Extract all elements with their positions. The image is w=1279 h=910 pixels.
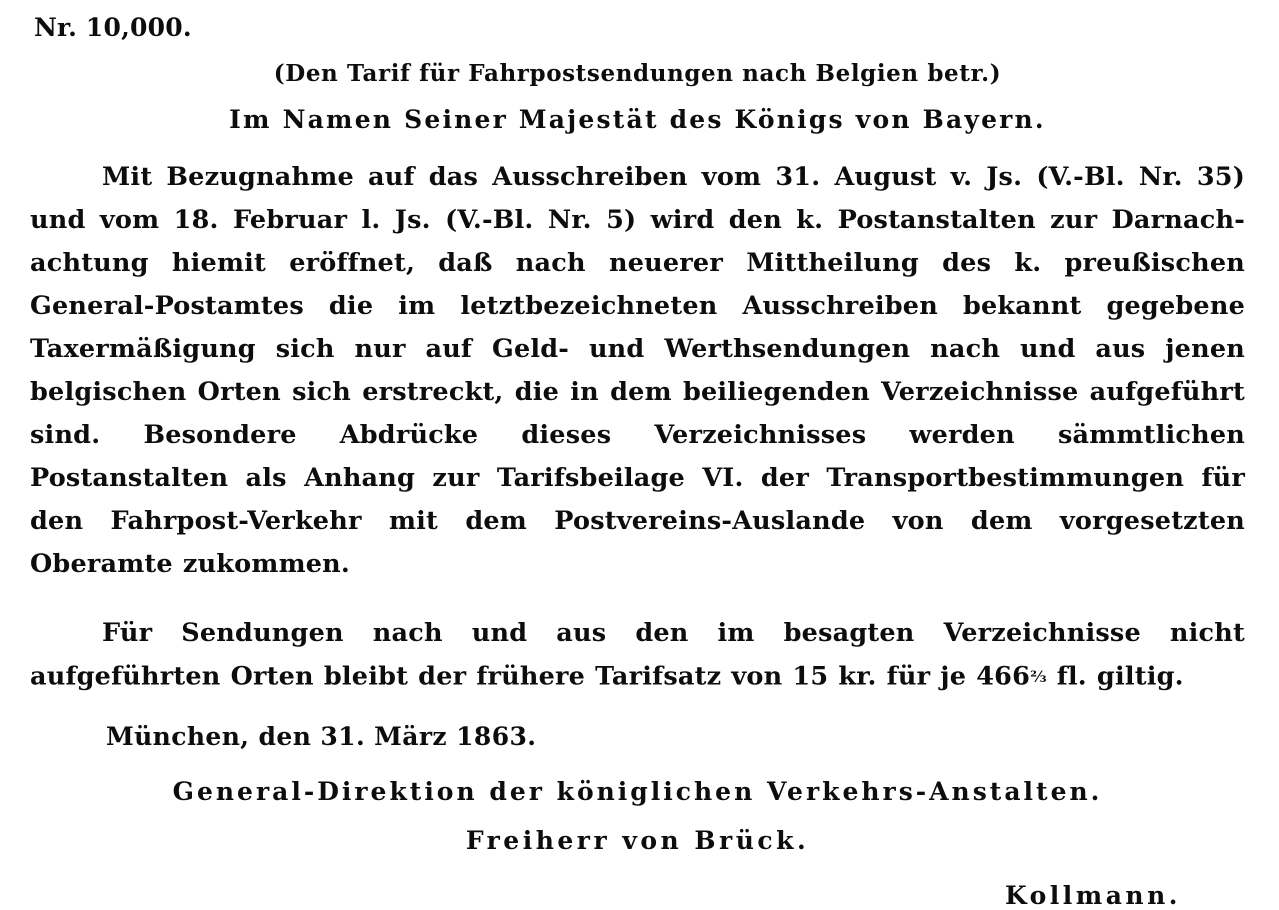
in-name-of-king-heading: Im Namen Seiner Majestät des Königs von Bayern.: [229, 104, 1046, 134]
document-number: Nr. 10,000.: [34, 13, 192, 42]
paragraph-2-text-before-fraction: Für Sendungen nach und aus den im besagten Verzeichnisse nicht aufgeführten Orten bleibt der frühere Tarifsatz von 15 kr. für je 466: [30, 617, 1245, 691]
body-paragraph-1: Mit Bezugnahme auf das Ausschreiben vom 31. August v. Js. (V.-Bl. Nr. 35) und vom 18. Februar l. Js. (V.-Bl. Nr. 5) wird den k. Postanstalten zur Darnach-achtung hiemit eröffnet, daß nach neuerer Mittheilung des k. preußischen General-Postamtes die im letztbezeichneten Ausschreiben bekannt gegebene Taxermäßigung sich nur auf Geld- und Werthsendungen nach und aus jenen belgischen Orten sich erstreckt, die in dem beiliegenden Verzeichnisse aufgeführt sind. Besondere Abdrücke dieses Verzeichnisses werden sämmtlichen Postanstalten als Anhang zur Tarifsbeilage VI. der Transportbestimmungen für den Fahrpost-Verkehr mit dem Postvereins-Auslande von dem vorgesetzten Oberamte zukommen.: [30, 161, 1245, 579]
signature-clerk: Kollmann.: [1004, 880, 1181, 910]
place-and-date: München, den 31. März 1863.: [106, 721, 537, 751]
document-subject-line: (Den Tarif für Fahrpostsendungen nach Belgien betr.): [273, 59, 1002, 87]
body-paragraph-2: [30, 612, 1245, 698]
signature-organisation: General-Direktion der königlichen Verkehrs-Anstalten.: [172, 776, 1103, 806]
signature-name: Freiherr von Brück.: [465, 825, 810, 855]
paragraph-2-text-after-fraction: fl. giltig.: [1046, 660, 1184, 691]
tariff-fraction: ⅔: [1030, 666, 1047, 686]
